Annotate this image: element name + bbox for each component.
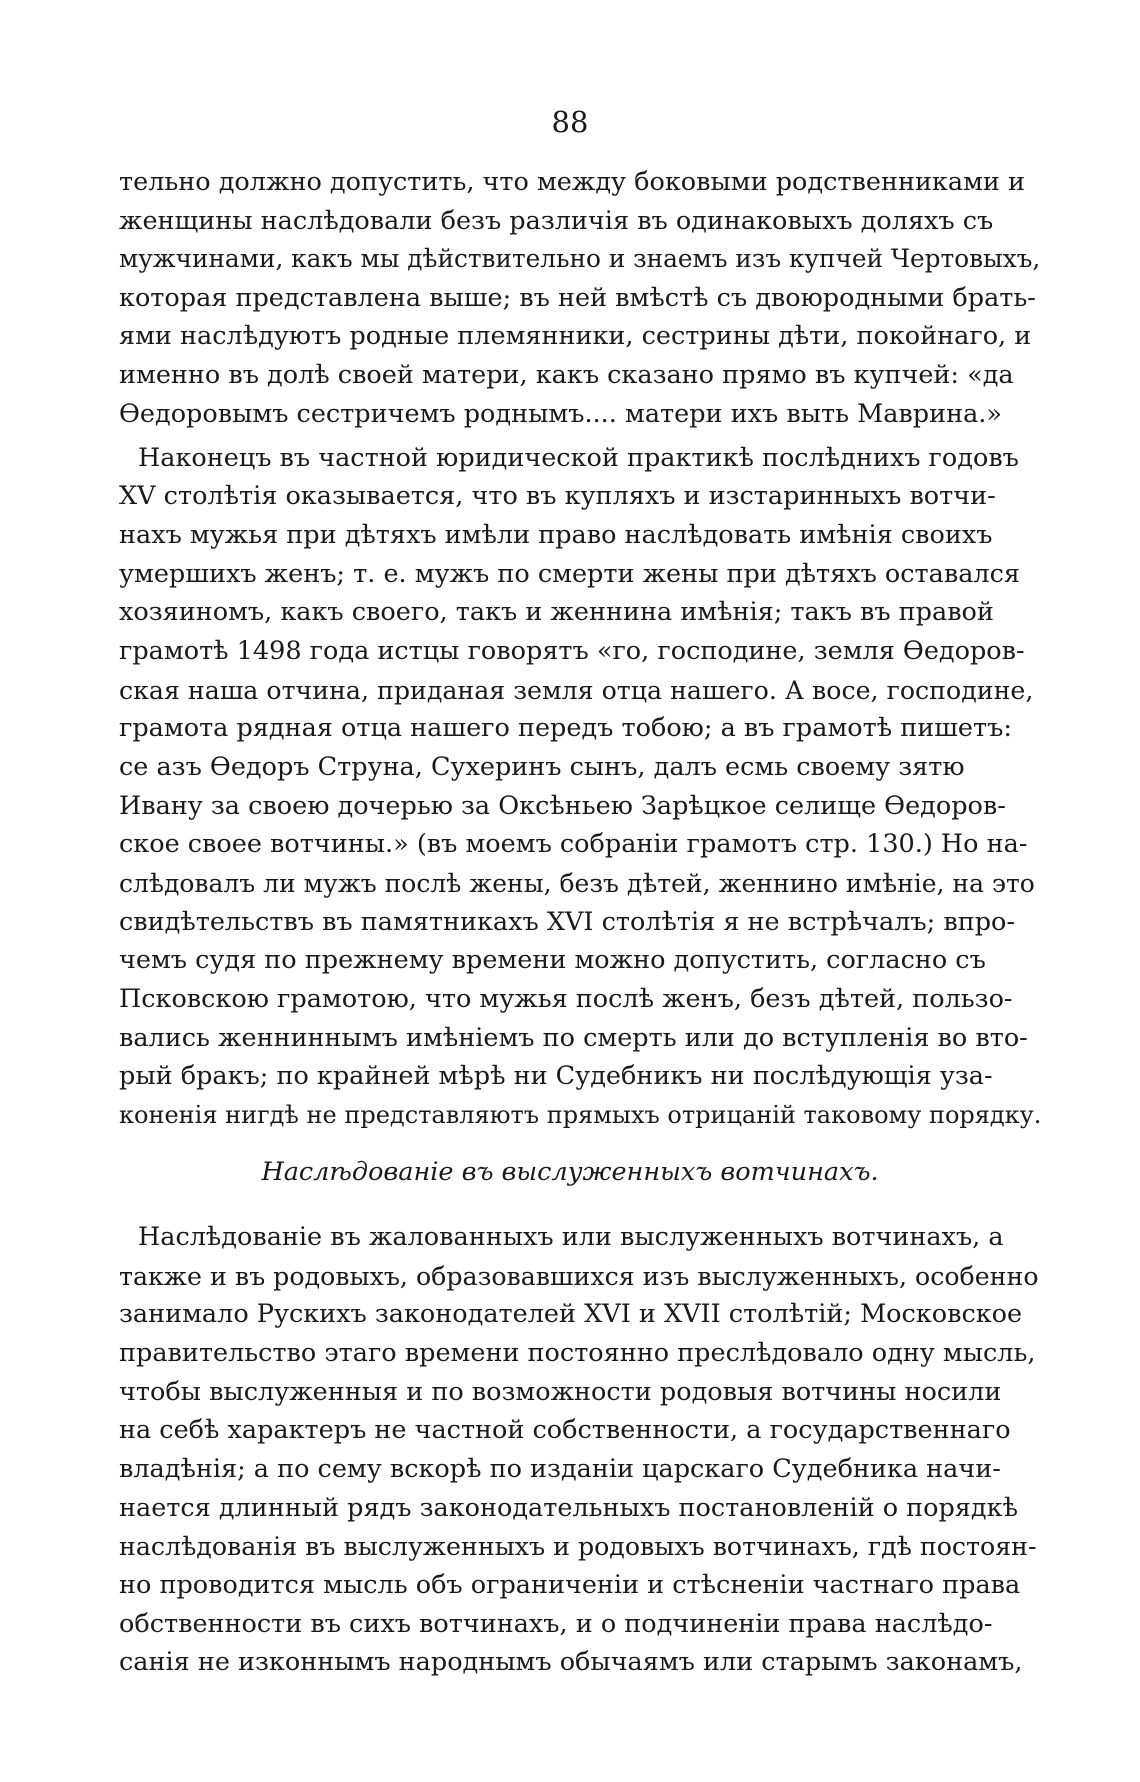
- text-line: женщины наслѣдовали безъ различія въ одинаковыхъ доляхъ съ: [119, 206, 994, 236]
- text-line: санія не изконнымъ народнымъ обычаямъ или старымъ законамъ,: [119, 1647, 1023, 1677]
- text-line: занимало Рускихъ законодателей XVI и XVII столѣтій; Московское: [119, 1299, 1023, 1329]
- text-line: се азъ Ѳедоръ Струна, Сухеринъ сынъ, далъ есмь своему зятю: [119, 752, 965, 782]
- text-line: владѣнія; а по сему вскорѣ по изданіи царскаго Судебника начи-: [119, 1454, 1001, 1484]
- text-line: нахъ мужья при дѣтяхъ имѣли право наслѣдовать имѣнія своихъ: [119, 520, 993, 550]
- text-line: ями наслѣдуютъ родные племянники, сестрины дѣти, покойнаго, и: [119, 321, 1032, 351]
- text-line: Псковскою грамотою, что мужья послѣ женъ, безъ дѣтей, пользо-: [119, 984, 1013, 1014]
- page-number: 88: [551, 105, 589, 139]
- text-line: но проводится мысль объ ограниченіи и стѣсненіи частнаго права: [119, 1570, 1021, 1600]
- text-line: также и въ родовыхъ, образовавшихся изъ выслуженныхъ, особенно: [119, 1262, 1039, 1291]
- text-line: ская наша отчина, приданая земля отца нашего. А восе, господине,: [119, 676, 1034, 705]
- text-line: слѣдовалъ ли мужъ послѣ жены, безъ дѣтей, женнино имѣніе, на это: [119, 869, 1035, 898]
- text-line: умершихъ женъ; т. е. мужъ по смерти жены при дѣтяхъ оставался: [119, 559, 1020, 589]
- text-line: грамотѣ 1498 года истцы говорятъ «го, господине, земля Ѳедоров-: [119, 636, 1025, 666]
- text-line: именно въ долѣ своей матери, какъ сказано прямо въ купчей: «да: [119, 360, 1014, 390]
- text-line: XV столѣтія оказывается, что въ купляхъ и изстаринныхъ вотчи-: [119, 481, 996, 511]
- text-line: чтобы выслуженныя и по возможности родовыя вотчины носили: [119, 1377, 1002, 1407]
- text-line: Наконецъ въ частной юридической практикѣ послѣднихъ годовъ: [138, 443, 1019, 473]
- text-line: правительство этаго времени постоянно преслѣдовало одну мысль,: [119, 1338, 1036, 1368]
- text-line: на себѣ характеръ не частной собственности, а государственнаго: [119, 1415, 1011, 1445]
- text-line: свидѣтельствъ въ памятникахъ XVI столѣтія я не встрѣчалъ; впро-: [119, 907, 1015, 937]
- text-line: вались женниннымъ имѣніемъ по смерть или до вступленія во вто-: [119, 1023, 1028, 1053]
- text-line: грамота рядная отца нашего передъ тобою; а въ грамотѣ пишетъ:: [119, 713, 1012, 743]
- section-heading: Наслѣдованіе въ выслуженныхъ вотчинахъ.: [261, 1157, 879, 1187]
- text-line: наслѣдованія въ выслуженныхъ и родовыхъ вотчинахъ, гдѣ постоян-: [119, 1532, 1037, 1561]
- text-line: Наслѣдованіе въ жалованныхъ или выслуженныхъ вотчинахъ, а: [138, 1222, 1004, 1252]
- text-line: коненія нигдѣ не представляютъ прямыхъ отрицаній таковому порядку.: [119, 1101, 1042, 1129]
- text-line: обственности въ сихъ вотчинахъ, и о подчиненіи права наслѣдо-: [119, 1609, 993, 1639]
- text-line: нается длинный рядъ законодательныхъ постановленій о порядкѣ: [119, 1493, 1018, 1523]
- text-line: Ивану за своею дочерью за Оксѣньею Зарѣцкое селище Ѳедоров-: [119, 791, 1006, 821]
- text-line: тельно должно допустить, что между боковыми родственниками и: [119, 167, 1026, 197]
- text-line: рый бракъ; по крайней мѣрѣ ни Судебникъ ни послѣдующія уза-: [119, 1061, 993, 1091]
- text-line: чемъ судя по прежнему времени можно допустить, согласно съ: [119, 945, 986, 975]
- text-line: мужчинами, какъ мы дѣйствительно и знаемъ изъ купчей Чертовыхъ,: [119, 244, 1041, 273]
- text-line: хозяиномъ, какъ своего, такъ и женнина имѣнія; такъ въ правой: [119, 597, 994, 627]
- text-line: которая представлена выше; въ ней вмѣстѣ съ двоюродными брать-: [119, 283, 1036, 313]
- text-line: ское своее вотчины.» (въ моемъ собраніи грамотъ стр. 130.) Но на-: [119, 829, 1028, 859]
- text-line: Ѳедоровымъ сестричемъ роднымъ.... матери ихъ выть Маврина.»: [119, 399, 1002, 429]
